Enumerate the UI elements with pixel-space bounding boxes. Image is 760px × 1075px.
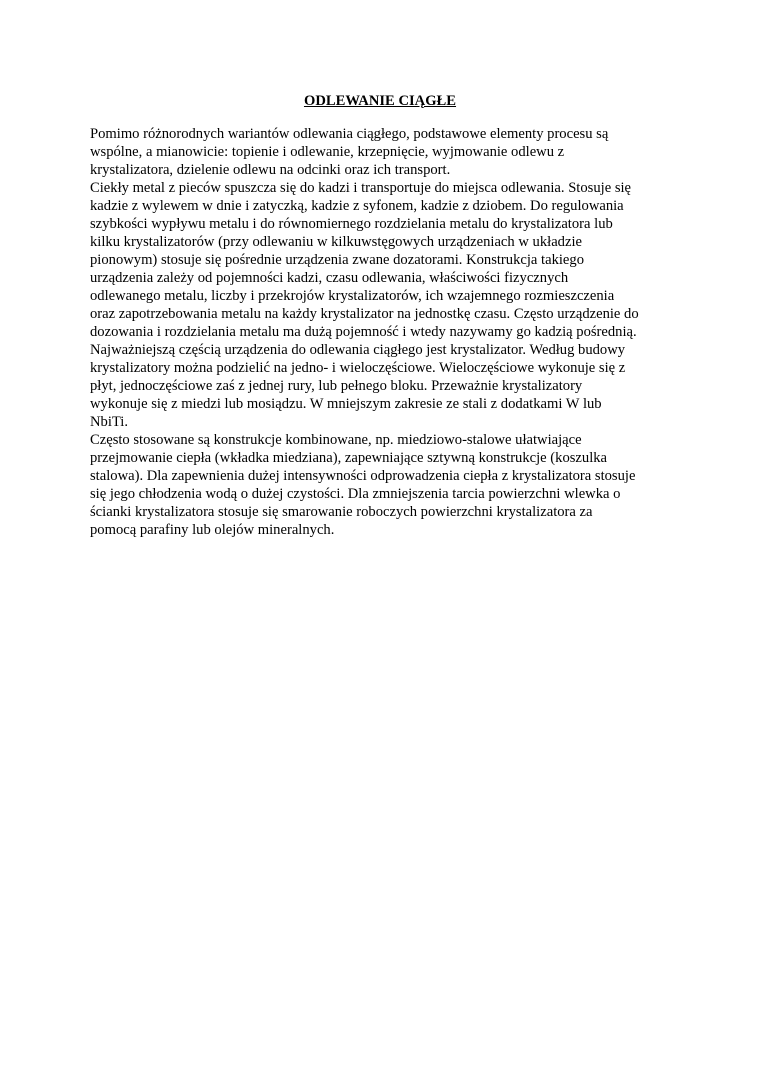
text-line: wspólne, a mianowicie: topienie i odlewanie, krzepnięcie, wyjmowanie odlewu z xyxy=(90,144,565,160)
text-line: wykonuje się z miedzi lub mosiądzu. W mniejszym zakresie ze stali z dodatkami W lub xyxy=(90,396,602,412)
text-line: oraz zapotrzebowania metalu na każdy krystalizator na jednostkę czasu. Często urządzenie do xyxy=(90,306,639,322)
text-line: odlewanego metalu, liczby i przekrojów krystalizatorów, ich wzajemnego rozmieszczenia xyxy=(90,288,615,304)
text-line: się jego chłodzenia wodą o dużej czystości. Dla zmniejszenia tarcia powierzchni wlewka o xyxy=(90,486,621,502)
document-body xyxy=(90,125,674,539)
text-line: szybkości wypływu metalu i do równomiernego rozdzielania metalu do krystalizatora lub xyxy=(90,216,613,232)
document-title: ODLEWANIE CIĄGŁE xyxy=(303,93,457,109)
text-line: pionowym) stosuje się pośrednie urządzenia zwane dozatorami. Konstrukcja takiego xyxy=(90,252,584,268)
text-line: krystalizatory można podzielić na jedno- i wieloczęściowe. Wieloczęściowe wykonuje się z xyxy=(90,360,626,376)
text-line: kadzie z wylewem w dnie i zatyczką, kadzie z syfonem, kadzie z dziobem. Do regulowania xyxy=(90,198,624,214)
text-line: płyt, jednoczęściowe zaś z jednej rury, lub pełnego bloku. Przeważnie krystalizatory xyxy=(90,378,583,394)
text-line: NbiTi. xyxy=(90,414,128,430)
text-line: pomocą parafiny lub olejów mineralnych. xyxy=(90,522,335,538)
text-line: Najważniejszą częścią urządzenia do odlewania ciągłego jest krystalizator. Według budowy xyxy=(90,342,626,358)
text-line: urządzenia zależy od pojemności kadzi, czasu odlewania, właściwości fizycznych xyxy=(90,270,569,286)
text-line: dozowania i rozdzielania metalu ma dużą pojemność i wtedy nazywamy go kadzią pośrednią. xyxy=(90,324,637,340)
text-line: ścianki krystalizatora stosuje się smarowanie roboczych powierzchni krystalizatora za xyxy=(90,504,593,520)
text-line: stalowa). Dla zapewnienia dużej intensywności odprowadzenia ciepła z krystalizatora stosuje xyxy=(90,468,636,484)
text-line: krystalizatora, dzielenie odlewu na odcinki oraz ich transport. xyxy=(90,162,451,178)
text-line: Ciekły metal z pieców spuszcza się do kadzi i transportuje do miejsca odlewania. Stosuje się xyxy=(90,180,632,196)
text-line: Często stosowane są konstrukcje kombinowane, np. miedziowo-stalowe ułatwiające xyxy=(90,432,582,448)
text-line: Pomimo różnorodnych wariantów odlewania ciągłego, podstawowe elementy procesu są xyxy=(90,126,609,142)
text-line: przejmowanie ciepła (wkładka miedziana), zapewniające sztywną konstrukcje (koszulka xyxy=(90,450,608,466)
text-line: kilku krystalizatorów (przy odlewaniu w kilkuwstęgowych urządzeniach w układzie xyxy=(90,234,582,250)
